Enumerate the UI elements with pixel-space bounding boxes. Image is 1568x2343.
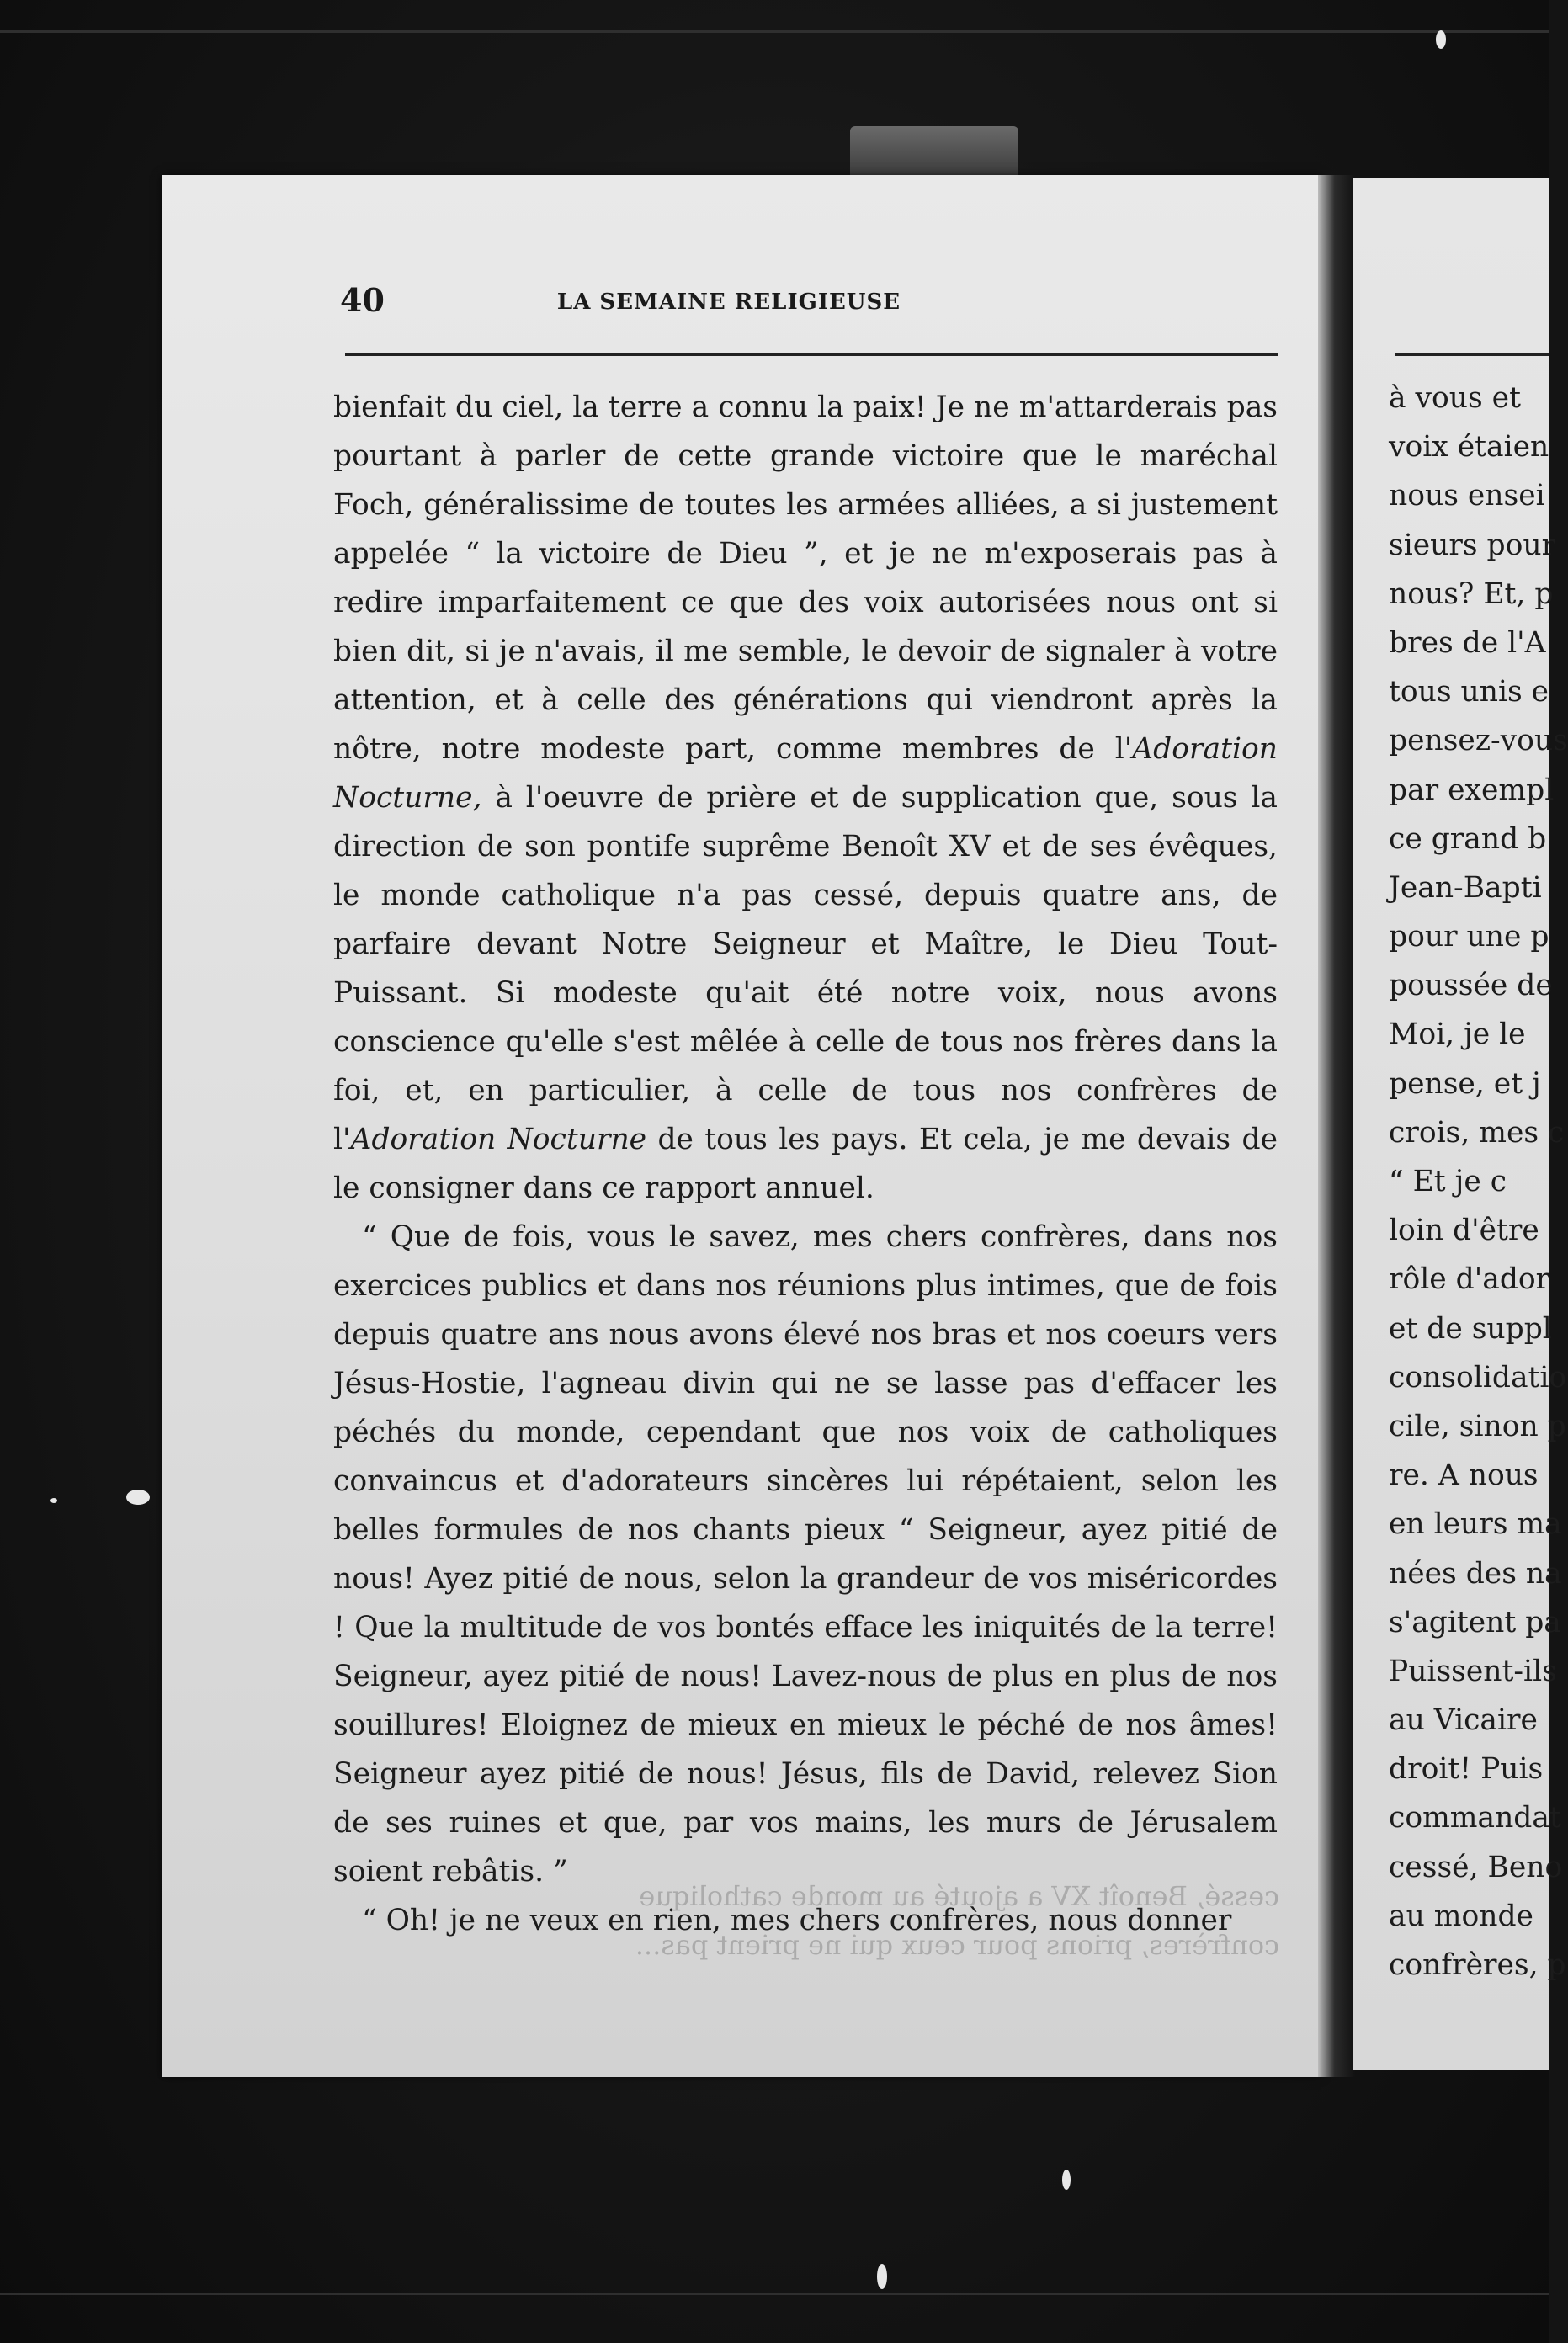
text-line: crois, mes c bbox=[1389, 1115, 1565, 1150]
text-line: consolidatio bbox=[1389, 1360, 1567, 1395]
text-line: au Vicaire bbox=[1389, 1703, 1538, 1738]
paragraph-1 bbox=[333, 383, 1278, 1213]
right-page-text bbox=[1389, 374, 1568, 1990]
text-run: à l'oeuvre de prière et de supplication que, sous la direction de son pontife suprême Benoît XV et de ses évêques, le monde catholique n'a pas cessé, depuis quatre ans, de parfaire devant Notre Seigneur et Maître, le Dieu Tout-Puissant. Si modeste qu'ait été notre voix, nous avons conscience qu'elle s'est mêlée à celle de tous nos frères dans la foi, et, en particulier, à celle de tous nos confrères de l' bbox=[333, 781, 1278, 1156]
text-line: rôle d'ador bbox=[1389, 1262, 1550, 1297]
text-line: en leurs ma bbox=[1389, 1507, 1562, 1542]
text-line: bres de l'A bbox=[1389, 625, 1546, 660]
dust-speck bbox=[50, 1498, 57, 1503]
text-line: cile, sinon p bbox=[1389, 1409, 1566, 1443]
text-line: nous ensei bbox=[1389, 479, 1545, 513]
text-line: “ Et je c bbox=[1389, 1165, 1507, 1198]
text-line: pour une p bbox=[1389, 920, 1549, 954]
text-line: pensez-vous bbox=[1389, 724, 1568, 758]
paragraph-2: “ Que de fois, vous le savez, mes chers confrères, dans nos exercices publics et dans nos réunions plus intimes, que de fois depuis quatre ans nous avons élevé nos bras et nos coeurs vers Jésus-Hostie, l'agneau divin qui ne se lasse pas d'effacer les péchés du monde, cependant que nos voix de catholiques convaincus et d'adorateurs sincères lui répétaient, selon les belles formules de nos chants pieux “ Seigneur, ayez pitié de nous! Ayez pitié de nous, selon la grandeur de vos miséricordes ! Que la multitude de vos bontés efface les iniquités de la terre! Seigneur, ayez pitié de nous! Lavez-nous de plus en plus de nos souillures! Eloignez de mieux en mieux le péché de nos âmes! Seigneur ayez pitié de nous! Jésus, fils de David, relevez Sion de ses ruines et que, par vos mains, les murs de Jérusalem soient rebâtis. ” bbox=[333, 1220, 1278, 1889]
text-line: loin d'être bbox=[1389, 1214, 1539, 1248]
text-line: poussée de bbox=[1389, 969, 1553, 1003]
running-title: LA SEMAINE RELIGIEUSE bbox=[556, 290, 901, 315]
film-edge-line bbox=[0, 30, 1549, 33]
text-line: droit! Puis bbox=[1389, 1752, 1544, 1787]
text-line: ce grand b bbox=[1389, 821, 1547, 856]
book-gutter bbox=[1318, 175, 1355, 2077]
text-line: confrères, p bbox=[1389, 1948, 1566, 1982]
text-line: cessé, Beno bbox=[1389, 1850, 1563, 1884]
body-text bbox=[333, 383, 1278, 1945]
left-page bbox=[162, 175, 1321, 2077]
text-line: Moi, je le bbox=[1389, 1017, 1526, 1052]
text-line: à vous et bbox=[1389, 381, 1521, 415]
text-line: re. A nous bbox=[1389, 1458, 1539, 1493]
text-line: Jean-Bapti bbox=[1389, 870, 1542, 905]
header-rule bbox=[1395, 353, 1549, 356]
header-rule bbox=[345, 353, 1278, 356]
text-run: bienfait du ciel, la terre a connu la paix! Je ne m'attarderais pas pourtant à parler de cette grande victoire que le maréchal Foch, généralissime de toutes les armées alliées, a si justement appelée “ la victoire de Dieu ”, et je ne m'exposerais pas à redire imparfaitement ce que des voix autorisées nous ont si bien dit, si je n'avais, il me semble, le devoir de signaler à votre attention, et à celle des générations qui viendront après la nôtre, notre modeste part, comme membres de l' bbox=[333, 390, 1278, 766]
bleed-line: cessé, Benoît XV a ajouté au monde catholique bbox=[639, 1880, 1279, 1912]
text-line: s'agitent pa bbox=[1389, 1605, 1561, 1639]
text-line: commandat bbox=[1389, 1801, 1561, 1836]
text-line: Puissent-ils bbox=[1389, 1654, 1557, 1688]
text-line: voix étaien bbox=[1389, 430, 1549, 465]
dust-speck bbox=[1436, 30, 1446, 49]
text-line: et de suppl bbox=[1389, 1311, 1552, 1346]
text-run: de tous les pays. Et cela, je me devais de le consigner dans ce rapport annuel. bbox=[333, 1123, 1278, 1205]
text-line: sieurs pour bbox=[1389, 528, 1556, 562]
text-line: tous unis e bbox=[1389, 675, 1549, 709]
text-line: nées des na bbox=[1389, 1556, 1562, 1591]
bleed-line: confrères, prions pour ceux qui ne prient pas... bbox=[635, 1929, 1279, 1961]
italic-run: Adoration Nocturne, bbox=[333, 732, 1278, 815]
film-edge-line bbox=[0, 2293, 1549, 2295]
dust-speck bbox=[126, 1490, 150, 1505]
italic-run: Adoration Nocturne bbox=[350, 1123, 647, 1156]
text-line: par exempl bbox=[1389, 773, 1555, 807]
text-line: nous? Et, p bbox=[1389, 576, 1554, 611]
bleed-through-text bbox=[471, 1872, 1279, 1969]
text-line: pense, et j bbox=[1389, 1066, 1541, 1101]
book-tab bbox=[850, 126, 1018, 178]
dust-speck bbox=[877, 2264, 887, 2289]
right-page bbox=[1353, 178, 1568, 2070]
dust-speck bbox=[1062, 2170, 1071, 2190]
page-number: 40 bbox=[340, 281, 385, 319]
paragraph-3: “ Oh! je ne veux en rien, mes chers confrères, nous donner bbox=[362, 1904, 1232, 1937]
text-line: au monde bbox=[1389, 1899, 1533, 1933]
